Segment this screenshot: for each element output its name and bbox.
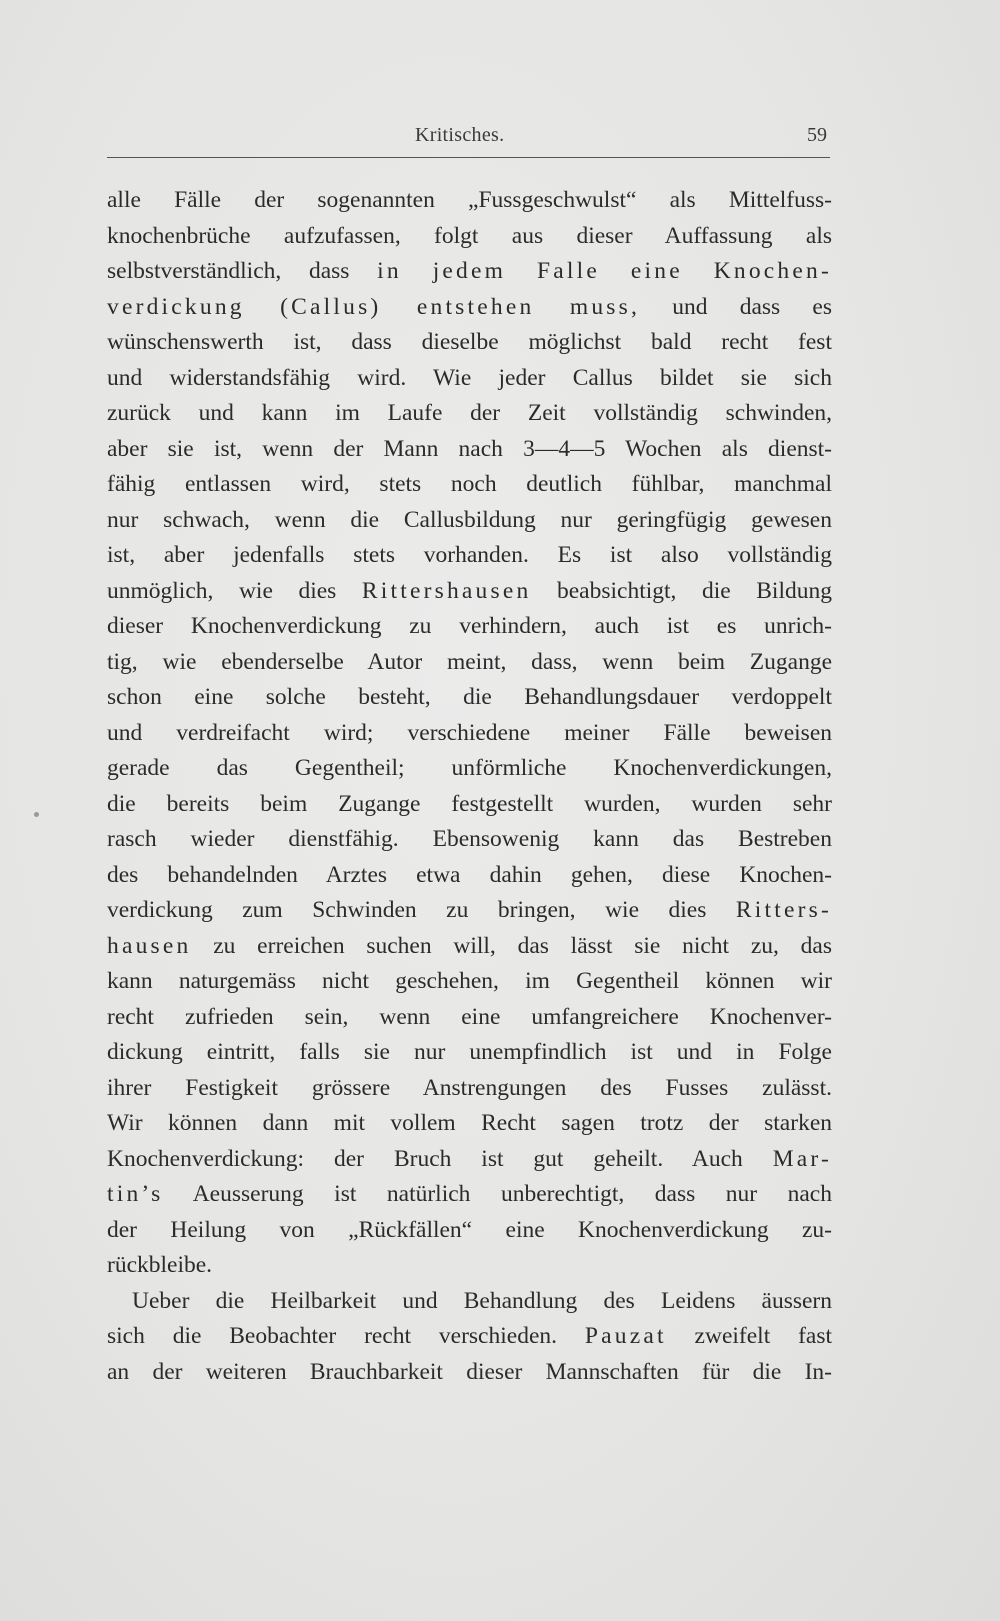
text-line: der Heilung von „Rückfällen“ eine Knochenverdickung zu- <box>107 1216 832 1243</box>
text-line: nur schwach, wenn die Callusbildung nur geringfügig gewesen <box>107 506 832 533</box>
text-line: verdickung (Callus) entstehen muss, und dass es <box>107 293 832 320</box>
text-line: des behandelnden Arztes etwa dahin gehen, diese Knochen- <box>107 861 832 888</box>
text-line: ist, aber jedenfalls stets vorhanden. Es ist also vollständig <box>107 542 832 568</box>
text-line: Knochenverdickung: der Bruch ist gut geheilt. Auch Mar- <box>107 1145 832 1172</box>
emphasis-spaced: verdickung (Callus) entstehen muss, <box>107 293 641 320</box>
text-line: knochenbrüche aufzufassen, folgt aus dieser Auffassung als <box>107 222 832 249</box>
text-line: an der weiteren Brauchbarkeit dieser Mannschaften für die In- <box>107 1358 832 1385</box>
text-line: schon eine solche besteht, die Behandlungsdauer verdoppelt <box>107 684 832 710</box>
text-line: rückbleibe. <box>107 1252 213 1278</box>
text-line: sich die Beobachter recht verschieden. Pauzat zweifelt fast <box>107 1323 832 1349</box>
paper-speck <box>34 812 39 817</box>
running-title: Kritisches. <box>415 124 505 146</box>
text-line: selbstverständlich, dass in jedem Falle eine Knochen- <box>107 258 832 284</box>
text-line: Ueber die Heilbarkeit und Behandlung des Leidens äussern <box>132 1287 832 1314</box>
text-line: hausen zu erreichen suchen will, das lässt sie nicht zu, das <box>107 932 832 959</box>
text-line: aber sie ist, wenn der Mann nach 3—4—5 Wochen als dienst- <box>107 435 832 462</box>
text-line: recht zufrieden sein, wenn eine umfangreichere Knochenver- <box>107 1003 832 1030</box>
text-line: tig, wie ebenderselbe Autor meint, dass, wenn beim Zugange <box>107 648 832 675</box>
text-line: dickung eintritt, falls sie nur unempfindlich ist und in Folge <box>107 1039 832 1065</box>
text-line: dieser Knochenverdickung zu verhindern, auch ist es unrich- <box>107 613 832 639</box>
text-line: und widerstandsfähig wird. Wie jeder Callus bildet sie sich <box>107 364 832 391</box>
text-line: tin’s Aeusserung ist natürlich unberechtigt, dass nur nach <box>107 1181 832 1207</box>
author-name: Pauzat <box>584 1323 667 1349</box>
author-name: Mar- <box>772 1145 832 1172</box>
text-line: fähig entlassen wird, stets noch deutlich fühlbar, manchmal <box>107 471 832 497</box>
text-line: unmöglich, wie dies Rittershausen beabsichtigt, die Bildung <box>107 577 832 604</box>
paragraph-2 <box>107 1284 832 1391</box>
text-line: Wir können dann mit vollem Recht sagen trotz der starken <box>107 1110 832 1136</box>
text-line: zurück und kann im Laufe der Zeit vollständig schwinden, <box>107 400 832 426</box>
page-number: 59 <box>807 124 827 146</box>
author-name: tin’s <box>107 1181 164 1207</box>
text-line: kann naturgemäss nicht geschehen, im Gegentheil können wir <box>107 968 832 994</box>
author-name: Rittershausen <box>361 577 532 604</box>
text-line: rasch wieder dienstfähig. Ebensowenig kann das Bestreben <box>107 826 832 852</box>
page-header <box>107 124 831 158</box>
text-line: gerade das Gegentheil; unförmliche Knochenverdickungen, <box>107 755 832 781</box>
text-line: alle Fälle der sogenannten „Fussgeschwulst“ als Mittelfuss- <box>107 187 832 213</box>
header-rule <box>107 157 830 158</box>
text-line: verdickung zum Schwinden zu bringen, wie dies Ritters- <box>107 897 832 923</box>
emphasis-spaced: in jedem Falle eine Knochen- <box>377 258 832 284</box>
paragraph-1 <box>107 183 832 1284</box>
body-text <box>107 183 832 1390</box>
text-line: die bereits beim Zugange festgestellt wurden, wurden sehr <box>107 790 832 817</box>
author-name: hausen <box>107 932 192 959</box>
text-line: ihrer Festigkeit grössere Anstrengungen des Fusses zulässt. <box>107 1074 832 1101</box>
author-name: Ritters- <box>735 897 832 923</box>
text-line: und verdreifacht wird; verschiedene meiner Fälle beweisen <box>107 719 832 746</box>
text-line: wünschenswerth ist, dass dieselbe möglichst bald recht fest <box>107 329 832 355</box>
